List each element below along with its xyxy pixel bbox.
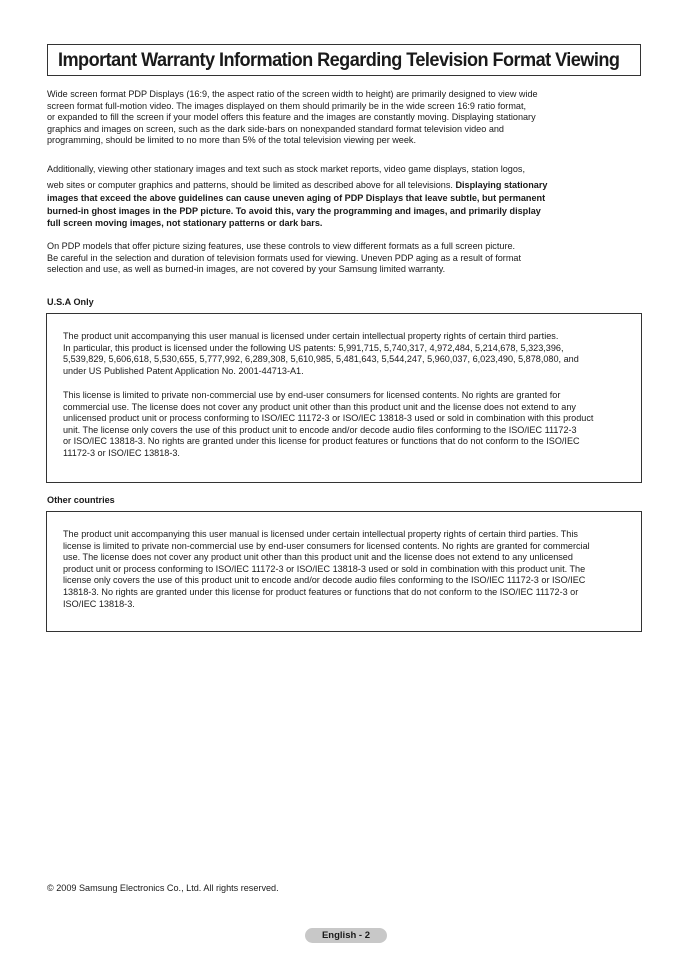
text-line: Be careful in the selection and duration of television formats used for viewing. Uneven PDP aging as a result of format: [47, 252, 521, 263]
text-line: [47, 179, 641, 192]
text-line: Wide screen format PDP Displays (16:9, the aspect ratio of the screen width to height) are primarily designed to view wide: [47, 89, 538, 99]
text-line: unit. The license only covers the use of this product unit to encode and/or decode audio files conforming to the ISO/IEC 11172-3: [63, 424, 577, 435]
license-box-usa: [46, 313, 642, 483]
text-line: or expanded to fill the screen if your model offers this feature and the images are constantly moving. Displaying stationary: [47, 112, 536, 123]
text-line: use. The license does not cover any product unit other than this product unit and the license does not extend to any unlicensed: [63, 552, 573, 563]
text-line: graphics and images on screen, such as the dark side-bars on nonexpanded standard format television video and: [47, 123, 504, 134]
text-line: unlicensed product unit or process conforming to ISO/IEC 11172-3 or ISO/IEC 13818-3 used or sold in combination with this product: [63, 413, 594, 424]
page-number-badge: English - 2: [305, 928, 387, 943]
text-line-bold: images that exceed the above guidelines can cause uneven aging of PDP Displays that leave subtle, but permanent: [47, 193, 546, 204]
usa-paragraph-2: [63, 390, 633, 460]
section-label-other: Other countries: [47, 495, 115, 505]
text-line: screen format full-motion video. The images displayed on them should primarily be in the wide screen 16:9 ratio format,: [47, 100, 527, 111]
text-line: programming, should be limited to no more than 5% of the total television viewing per week.: [47, 135, 416, 146]
text-line: license only covers the use of this product unit to encode and/or decode audio files conforming to the ISO/IEC 11172-3 or ISO/IEC: [63, 575, 586, 586]
title-box: [47, 44, 641, 76]
text-line-bold: full screen moving images, not stationary patterns or dark bars.: [47, 218, 323, 229]
text-line: This license is limited to private non-commercial use by end-user consumers for licensed contents. No rights are granted for: [63, 390, 561, 400]
intro-paragraph-2: [47, 163, 641, 230]
text-plain: web sites or computer graphics and patterns, should be limited as described above for all televisions.: [47, 179, 456, 190]
text-line: selection and use, as well as burned-in images, are not covered by your Samsung limited warranty.: [47, 264, 446, 275]
intro-paragraph-1: [47, 89, 641, 147]
text-line: commercial use. The license does not cover any product unit other than this product unit and the license does not extend to any: [63, 401, 576, 412]
text-line: ISO/IEC 13818-3.: [63, 598, 135, 609]
text-line: product unit or process conforming to ISO/IEC 11172-3 or ISO/IEC 13818-3 used or sold in combination with this product unit. The: [63, 563, 586, 574]
usa-paragraph-1: [63, 331, 633, 377]
page-title: Important Warranty Information Regarding Television Format Viewing: [58, 48, 620, 71]
text-line: 11172-3 or ISO/IEC 13818-3.: [63, 447, 180, 458]
text-bold: Displaying stationary: [455, 179, 548, 190]
section-label-usa: U.S.A Only: [47, 297, 94, 307]
text-line: In particular, this product is licensed under the following US patents: 5,991,715, 5,740,317, 4,972,484, 5,214,678, 5,323,396,: [63, 342, 564, 353]
text-line: license is limited to private non-commercial use by end-user consumers for licensed contents. No rights are granted for commercial: [63, 540, 590, 551]
text-line: Additionally, viewing other stationary images and text such as stock market reports, video game displays, station logos,: [47, 164, 525, 174]
text-line: On PDP models that offer picture sizing features, use these controls to view different formats as a full screen picture.: [47, 241, 516, 251]
other-paragraph-1: [63, 529, 633, 610]
text-line: or ISO/IEC 13818-3. No rights are granted under this license for product features or functions that do not conform to the ISO/IEC: [63, 436, 580, 447]
license-box-other: [46, 511, 642, 632]
text-line: under US Published Patent Application No. 2001-44713-A1.: [63, 365, 304, 376]
text-line: The product unit accompanying this user manual is licensed under certain intellectual property rights of certain third parties.: [63, 331, 559, 341]
intro-paragraph-3: [47, 241, 641, 276]
text-line: The product unit accompanying this user manual is licensed under certain intellectual property rights of certain third parties. This: [63, 529, 578, 539]
text-line: 5,539,829, 5,606,618, 5,530,655, 5,777,992, 6,289,308, 5,610,985, 5,481,643, 5,544,247, 5,960,037, 6,023,490, 5,878,080, and: [63, 354, 579, 365]
text-line: 13818-3. No rights are granted under this license for product features or functions that do not conform to the ISO/IEC 11172-3 or: [63, 586, 579, 597]
copyright-notice: © 2009 Samsung Electronics Co., Ltd. All rights reserved.: [47, 883, 279, 893]
text-line-bold: burned-in ghost images in the PDP picture. To avoid this, vary the programming and images, and primarily display: [47, 205, 541, 216]
